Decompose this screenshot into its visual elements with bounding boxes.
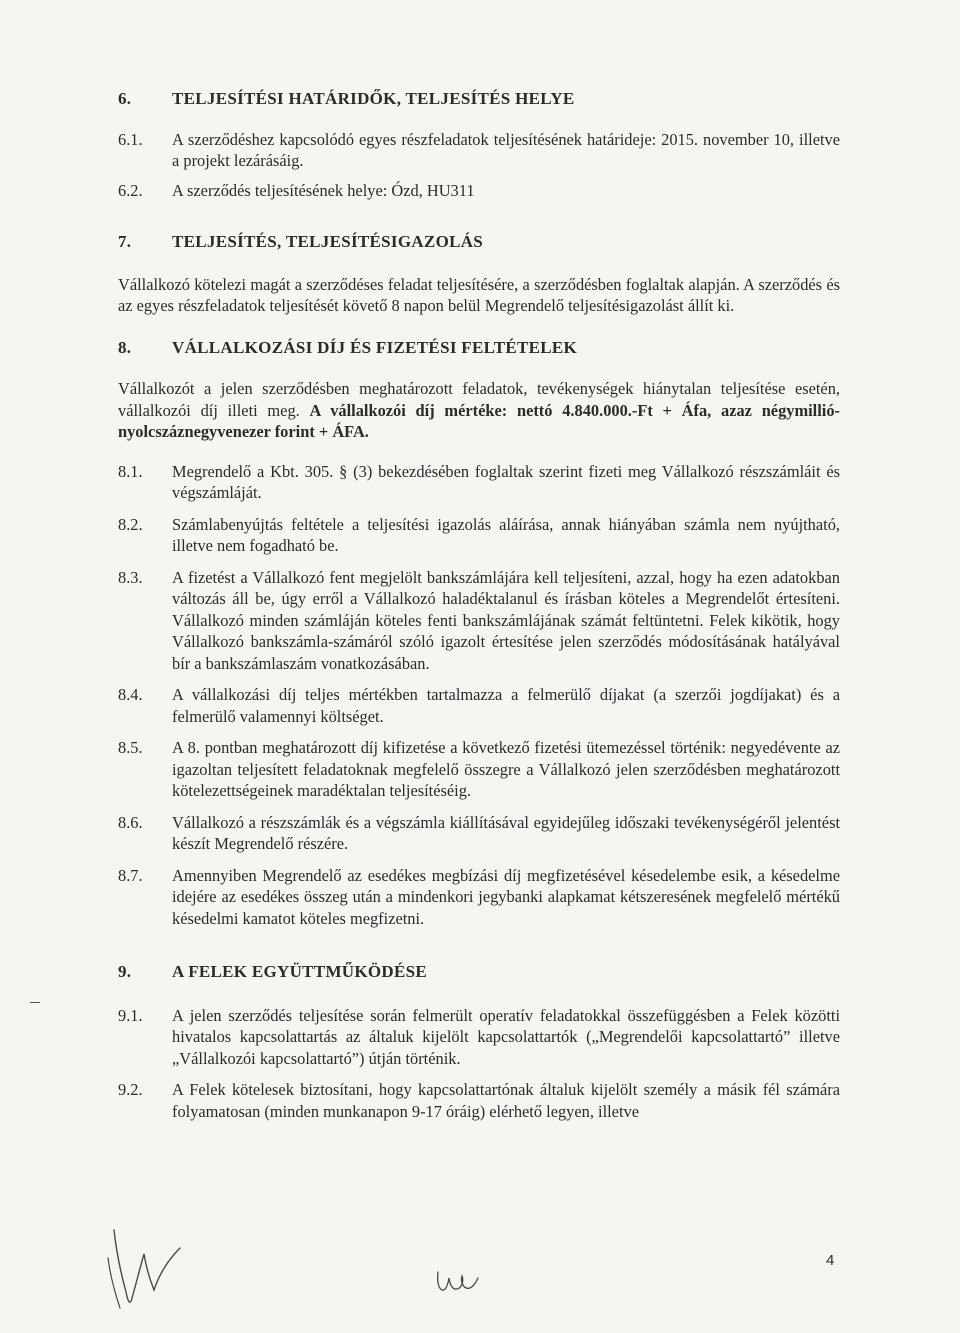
clause-text: A Felek kötelesek biztosítani, hogy kapcsolattartónak általuk kijelölt személy a másik fél számára folyamatosan (minden munkanapon 9-17 óráig) elérhető legyen, illetve	[172, 1080, 840, 1121]
clause-8-4	[118, 684, 840, 727]
clause-number: 9.2.	[118, 1080, 143, 1099]
section-6-heading	[118, 88, 840, 110]
clause-number: 8.6.	[118, 812, 143, 832]
page-number: 4	[826, 1252, 835, 1269]
clause-number: 8.2.	[118, 514, 143, 534]
section-7-paragraph: Vállalkozó kötelezi magát a szerződéses feladat teljesítésére, a szerződésben foglaltak alapján. A szerződés és az egyes részfeladatok teljesítését követő 8 napon belül Megrendelő teljesítésigazolást állít ki.	[118, 274, 840, 315]
clause-8-7	[118, 865, 840, 930]
clause-9-2	[118, 1079, 840, 1122]
section-8-heading	[118, 337, 840, 359]
section-title: A FELEK EGYÜTTMŰKÖDÉSE	[172, 962, 428, 981]
fee-intro-text: Vállalkozót a jelen szerződésben meghatározott feladatok, tevékenységek hiánytalan teljesítése esetén, vállalkozói díj illeti meg.	[118, 379, 840, 420]
section-title: VÁLLALKOZÁSI DÍJ ÉS FIZETÉSI FELTÉTELEK	[172, 337, 578, 357]
clause-number: 6.1.	[118, 129, 143, 149]
clause-text: Vállalkozó a részszámlák és a végszámla kiállításával egyidejűleg időszaki tevékenységéről jelentést készít Megrendelő részére.	[172, 812, 840, 853]
clause-number: 8.7.	[118, 865, 143, 885]
clause-text: A vállalkozási díj teljes mértékben tartalmazza a felmerülő díjakat (a szerzői jogdíjakat) és a felmerülő valamennyi költséget.	[172, 685, 840, 726]
clause-8-5	[118, 737, 840, 802]
margin-mark	[30, 1002, 40, 1003]
section-8-paragraph	[118, 378, 840, 443]
section-number: 9.	[118, 962, 132, 981]
clause-text: A szerződés teljesítésének helye: Ózd, HU311	[172, 180, 475, 200]
fee-amount-text: A vállalkozói díj mértéke: nettó 4.840.000.-Ft + Áfa, azaz négymillió-nyolcszáznegyvenezer forint + ÁFA.	[118, 400, 840, 441]
section-number: 6.	[118, 89, 132, 108]
section-number: 7.	[118, 232, 132, 251]
clause-8-3	[118, 567, 840, 675]
section-title: TELJESÍTÉSI HATÁRIDŐK, TELJESÍTÉS HELYE	[172, 89, 575, 108]
section-title: TELJESÍTÉS, TELJESÍTÉSIGAZOLÁS	[172, 232, 484, 251]
signature-initials-right	[432, 1266, 492, 1296]
clause-text: A jelen szerződés teljesítése során felmerült operatív feladatokkal összefüggésben a Felek közötti hivatalos kapcsolattartás az általuk kijelölt kapcsolattartók („Megrendelői kapcsolattartó” illetve „Vállalkozói kapcsolattartó”) útján történik.	[172, 1005, 840, 1068]
clause-8-6	[118, 812, 840, 855]
clause-number: 9.1.	[118, 1005, 143, 1025]
clause-8-2	[118, 514, 840, 557]
clause-9-1	[118, 1005, 840, 1070]
section-7-heading	[118, 231, 840, 253]
clause-8-1	[118, 461, 840, 504]
clause-text: Számlabenyújtás feltétele a teljesítési igazolás aláírása, annak hiányában számla nem nyújtható, illetve nem fogadható be.	[172, 514, 840, 555]
clause-text: A fizetést a Vállalkozó fent megjelölt bankszámlájára kell teljesíteni, azzal, hogy ha ezen adatokban változás áll be, úgy erről a Vállalkozó haladéktalanul és írásban köteles a Megrendelőt értesíteni. Vállalkozó minden számláján köteles fenti bankszámlájának számát feltüntetni. Felek kikötik, hogy Vállalkozó bankszámla-számáról szóló igazolt értesítése jelen szerződés módosításának hatályával bír a bankszámlaszám vonatkozásában.	[172, 567, 840, 673]
signature-initials-left	[96, 1218, 196, 1318]
clause-text: A szerződéshez kapcsolódó egyes részfeladatok teljesítésének határideje: 2015. november 10, illetve a projekt lezárásáig.	[172, 129, 840, 170]
clause-6-2	[118, 180, 840, 202]
section-9-heading	[118, 961, 840, 983]
document-body	[118, 88, 840, 1122]
clause-number: 8.4.	[118, 685, 143, 704]
clause-text: A 8. pontban meghatározott díj kifizetése a következő fizetési ütemezéssel történik: negyedévente az igazoltan teljesített feladatoknak megfelelő összegre a Vállalkozó jelen szerződésben meghatározott kötelezettségeinek maradéktalan teljesítéséig.	[172, 738, 840, 800]
clause-number: 8.5.	[118, 738, 143, 757]
clause-number: 8.1.	[118, 461, 143, 481]
clause-text: Amennyiben Megrendelő az esedékes megbízási díj megfizetésével késedelembe esik, a késedelme idejére az esedékes összeg után a mindenkori jegybanki alapkamat kétszeresének megfelelő mértékű késedelmi kamatot köteles megfizetni.	[172, 865, 840, 928]
clause-number: 6.2.	[118, 180, 143, 200]
clause-number: 8.3.	[118, 567, 143, 587]
clause-text: Megrendelő a Kbt. 305. § (3) bekezdésében foglaltak szerint fizeti meg Vállalkozó részszámláit és végszámláját.	[172, 461, 840, 502]
clause-6-1	[118, 129, 840, 172]
section-number: 8.	[118, 337, 132, 357]
